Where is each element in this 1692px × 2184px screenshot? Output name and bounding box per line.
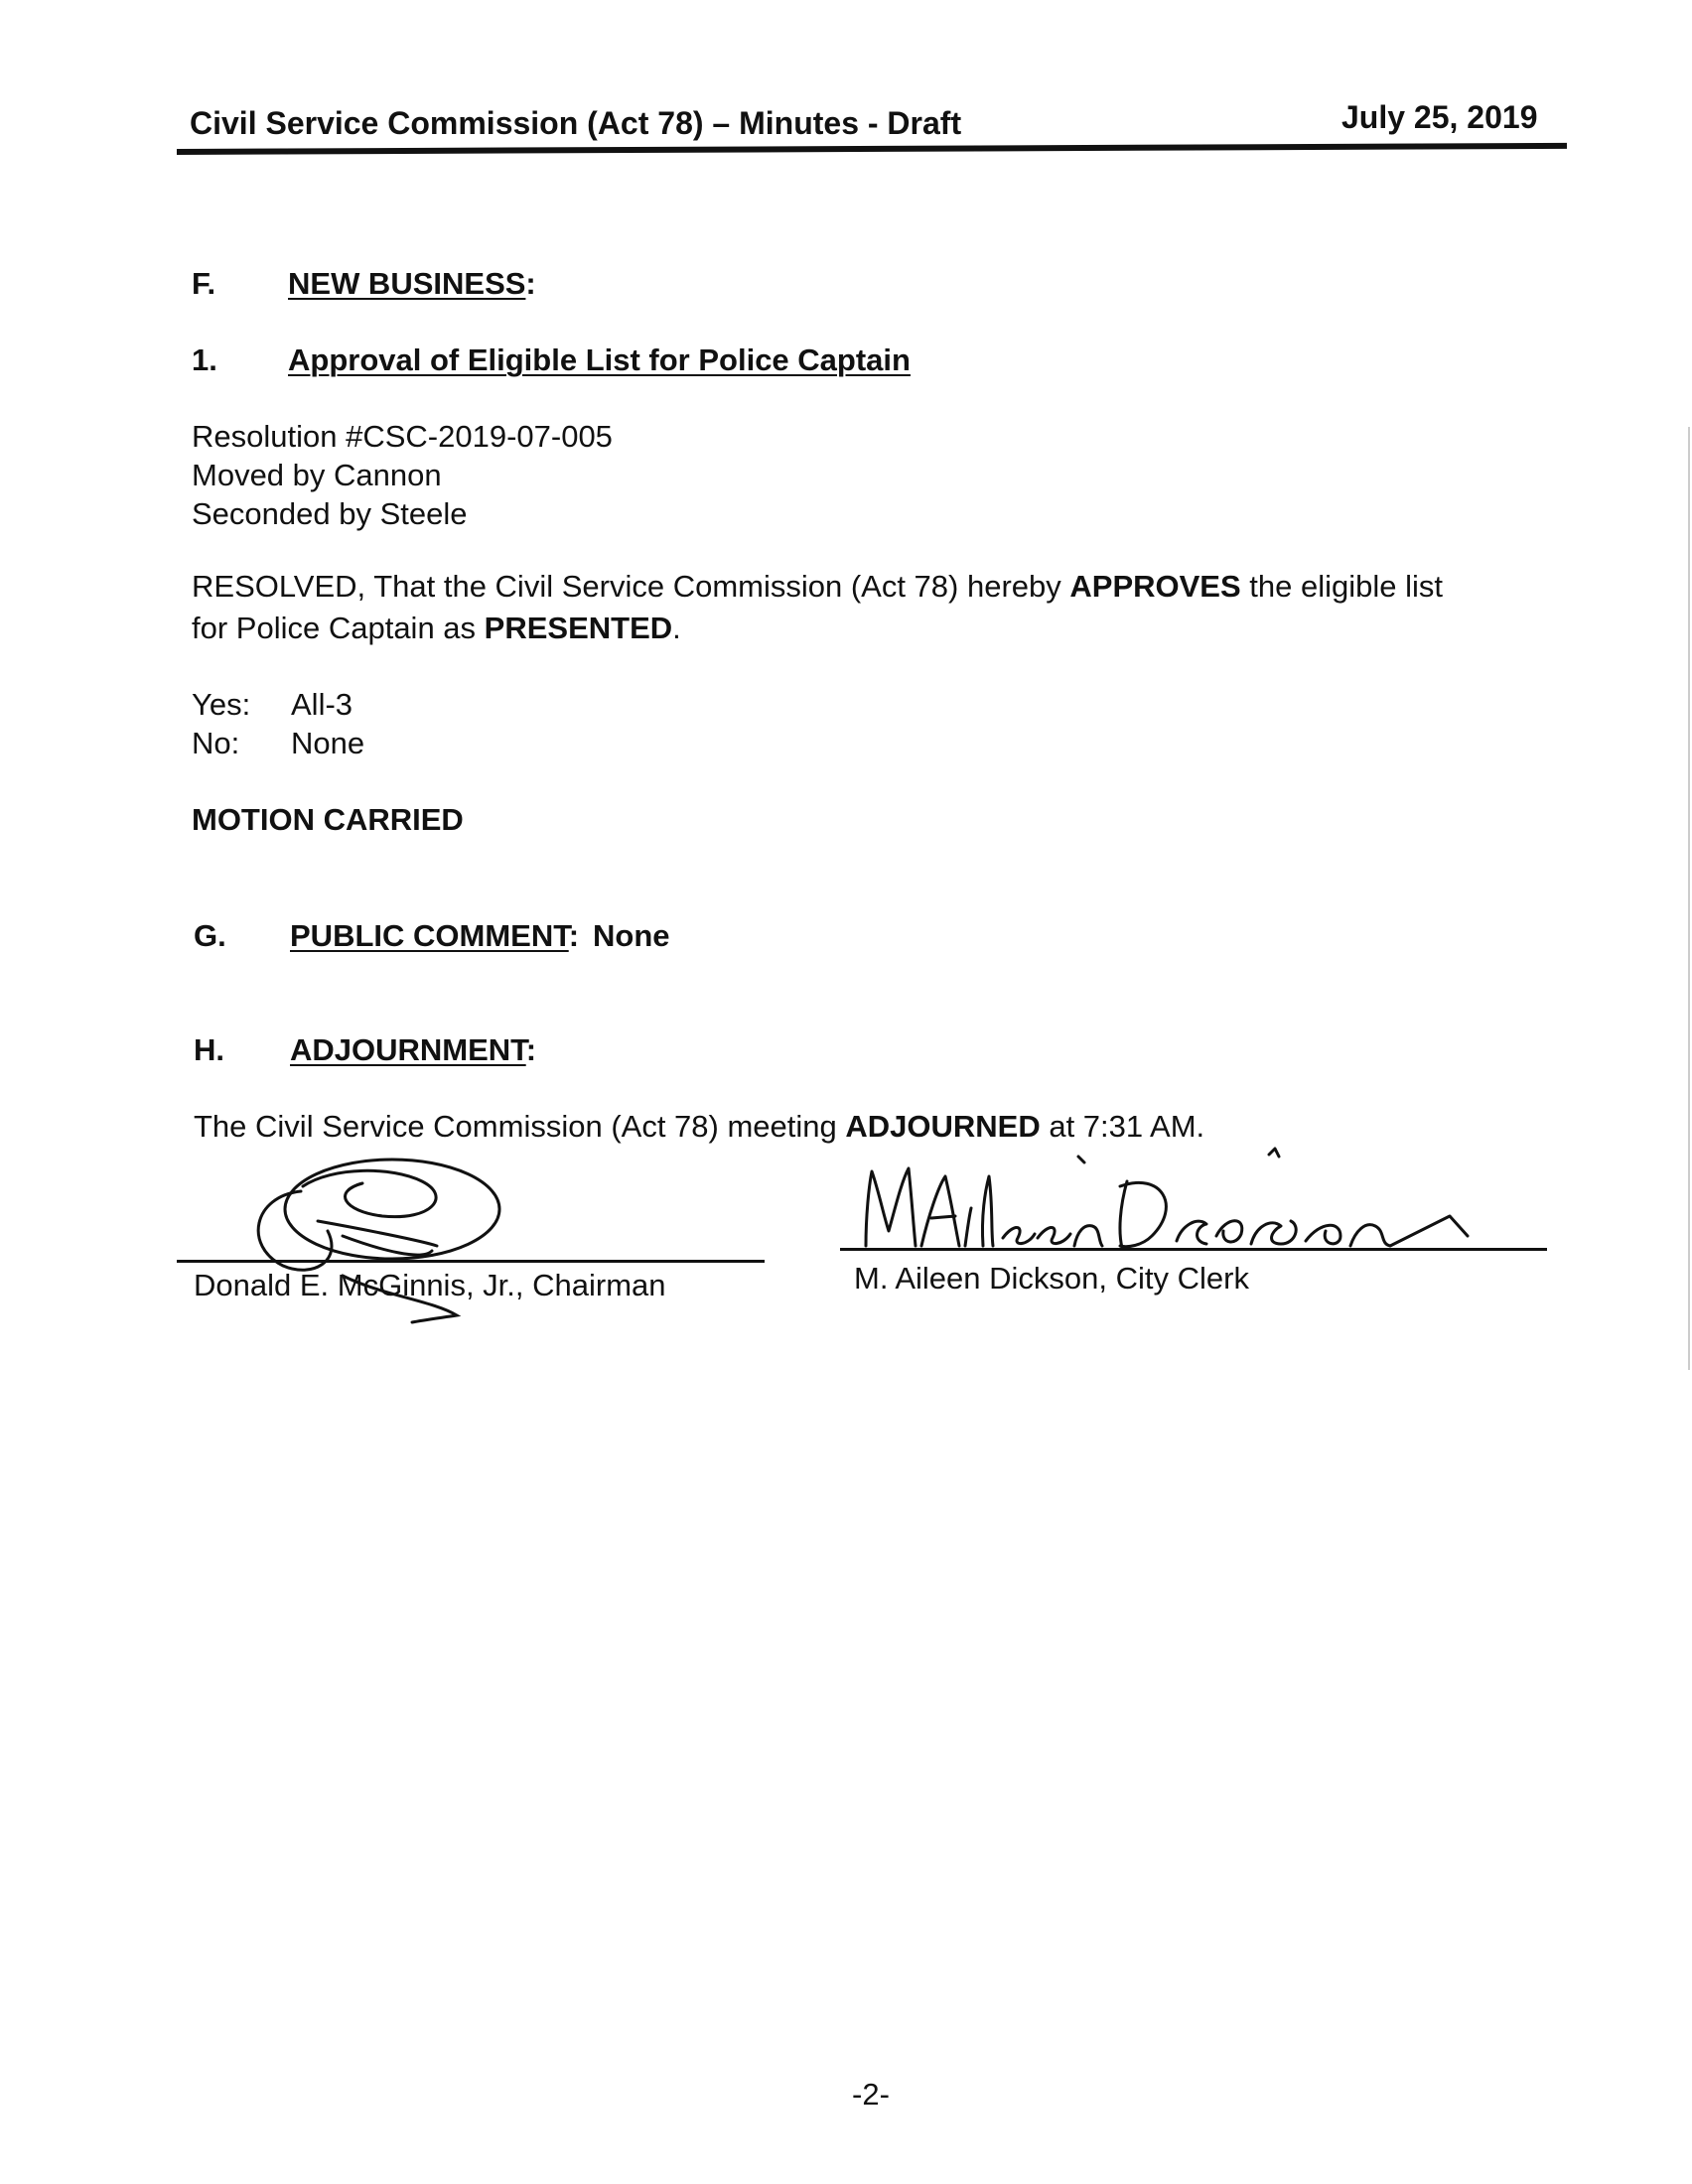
resolved-presented: PRESENTED <box>484 611 673 645</box>
adjourn-text-a: The Civil Service Commission (Act 78) meeting <box>194 1109 846 1144</box>
section-h-heading <box>194 1032 536 1068</box>
item-1-heading <box>192 342 911 378</box>
vote-no-row <box>192 724 364 762</box>
section-g-title: PUBLIC COMMENT <box>290 918 569 953</box>
clerk-signature-label: M. Aileen Dickson, City Clerk <box>854 1261 1249 1296</box>
header-rule <box>177 143 1567 155</box>
item-1-number: 1. <box>192 342 217 377</box>
resolved-paragraph <box>192 566 1443 649</box>
document-header-title: Civil Service Commission (Act 78) – Minutes - Draft <box>190 105 962 141</box>
section-f-title: NEW BUSINESS <box>288 266 526 301</box>
section-h-colon: : <box>525 1032 537 1067</box>
chairman-signature-label: Donald E. McGinnis, Jr., Chairman <box>194 1268 666 1302</box>
resolved-approves: APPROVES <box>1069 569 1241 604</box>
clerk-signature-image <box>854 1147 1499 1261</box>
clerk-signature-line <box>840 1248 1547 1251</box>
resolved-text-b: the eligible list <box>1240 569 1444 604</box>
resolved-text-c: for Police Captain as <box>192 611 485 645</box>
vote-no-label: No: <box>192 726 240 760</box>
resolution-seconded-by: Seconded by Steele <box>192 496 468 531</box>
resolved-text-a: RESOLVED, That the Civil Service Commission (Act 78) hereby <box>192 569 1070 604</box>
document-header-date: July 25, 2019 <box>1341 99 1538 135</box>
vote-no-value: None <box>291 726 365 760</box>
item-1-title: Approval of Eligible List for Police Captain <box>288 342 911 377</box>
resolved-text-d: . <box>672 611 681 645</box>
resolved-line-2 <box>192 608 1443 649</box>
section-g-value: None <box>593 918 670 953</box>
section-g-letter: G. <box>194 918 226 953</box>
adjourn-bold: ADJOURNED <box>845 1109 1041 1144</box>
vote-yes-row <box>192 685 364 724</box>
motion-carried: MOTION CARRIED <box>192 802 464 837</box>
adjournment-sentence <box>194 1107 1204 1146</box>
section-f-heading <box>192 266 536 302</box>
section-f-letter: F. <box>192 266 216 301</box>
vote-block <box>192 685 364 762</box>
resolution-moved-by: Moved by Cannon <box>192 458 442 492</box>
page-number: -2- <box>852 2077 890 2112</box>
section-h-letter: H. <box>194 1032 224 1067</box>
resolution-number: Resolution #CSC-2019-07-005 <box>192 419 613 454</box>
adjourn-text-b: at 7:31 AM. <box>1040 1109 1205 1144</box>
section-g-colon: : <box>568 918 580 953</box>
resolution-block <box>192 417 613 533</box>
vote-yes-value: All-3 <box>291 687 353 722</box>
section-f-colon: : <box>525 266 536 301</box>
resolved-line-1 <box>192 566 1443 608</box>
chairman-signature-line <box>177 1260 765 1263</box>
section-g-heading <box>194 918 670 954</box>
scan-edge-line <box>1688 427 1690 1370</box>
section-h-title: ADJOURNMENT <box>290 1032 526 1067</box>
vote-yes-label: Yes: <box>192 687 251 722</box>
